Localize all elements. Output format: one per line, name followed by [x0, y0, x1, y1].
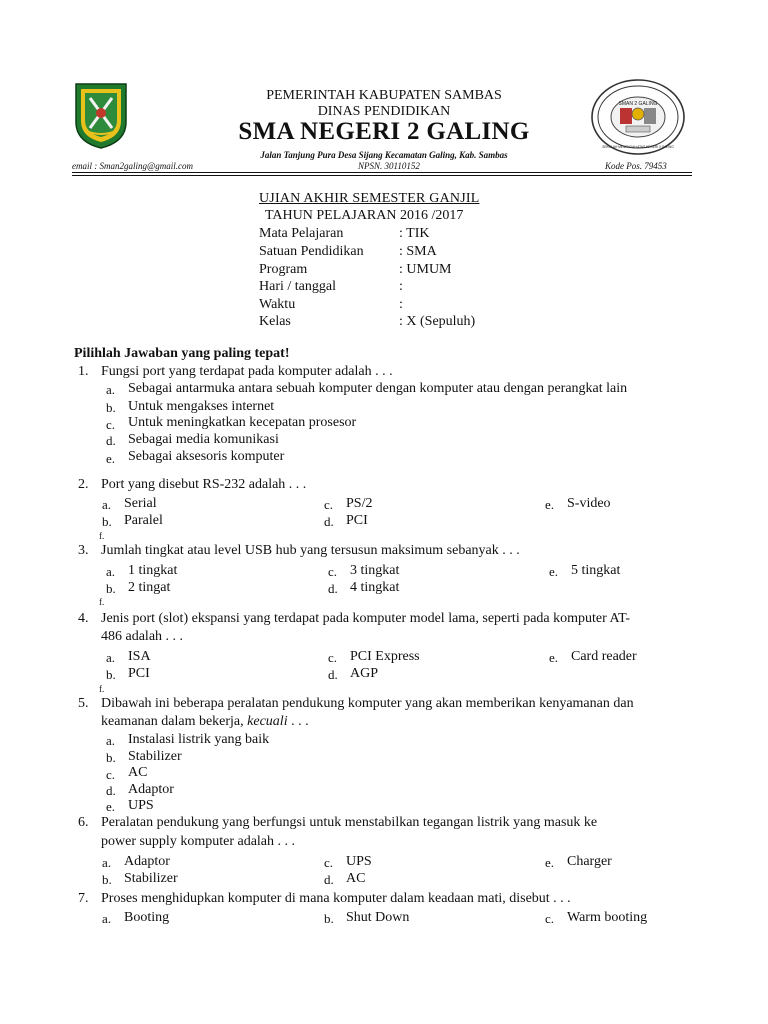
- option-text: UPS: [346, 854, 372, 869]
- option-text: UPS: [128, 798, 154, 813]
- school-email: email : Sman2galing@gmail.com: [72, 161, 194, 171]
- option-letter-empty: f.: [99, 684, 105, 694]
- option-letter: c.: [328, 650, 338, 665]
- question-text-continued: [101, 714, 309, 730]
- option-text: 1 tingkat: [128, 563, 178, 578]
- option-letter: a.: [106, 564, 116, 579]
- kop-department: DINAS PENDIDIKAN: [317, 104, 451, 119]
- option-text: Sebagai aksesoris komputer: [128, 449, 285, 464]
- option-text: Paralel: [124, 513, 163, 528]
- option-text: Serial: [124, 496, 157, 511]
- question-number: 6.: [78, 815, 89, 830]
- option-text: Booting: [124, 910, 170, 925]
- option-text: Instalasi listrik yang baik: [128, 732, 270, 747]
- option-letter: e.: [106, 799, 116, 814]
- school-npsn: NPSN. 30110152: [358, 161, 420, 171]
- option-text: Untuk meningkatkan kecepatan prosesor: [128, 415, 357, 430]
- option-letter: a.: [102, 855, 112, 870]
- option-letter: e.: [549, 650, 559, 665]
- option-letter: d.: [106, 433, 116, 448]
- option-text: Card reader: [571, 649, 637, 664]
- info-label: Hari / tanggal: [259, 279, 336, 294]
- option-letter: a.: [102, 497, 112, 512]
- question-number: 7.: [78, 891, 89, 906]
- option-letter: b.: [106, 750, 116, 765]
- info-value: :: [399, 279, 403, 294]
- exam-year: TAHUN PELAJARAN 2016 /2017: [265, 208, 464, 223]
- option-letter: a.: [106, 650, 116, 665]
- question-number: 2.: [78, 477, 89, 492]
- option-letter: a.: [106, 733, 116, 748]
- option-text: PCI Express: [350, 649, 420, 664]
- option-letter: e.: [549, 564, 559, 579]
- option-letter: d.: [328, 581, 338, 596]
- option-letter: c.: [328, 564, 338, 579]
- option-letter: c.: [545, 911, 555, 926]
- info-value: : SMA: [399, 244, 437, 259]
- option-letter: b.: [106, 581, 116, 596]
- option-letter: d.: [328, 667, 338, 682]
- option-letter: b.: [102, 872, 112, 887]
- option-text: Shut Down: [346, 910, 410, 925]
- option-text: 5 tingkat: [571, 563, 621, 578]
- exam-title: UJIAN AKHIR SEMESTER GANJIL: [259, 191, 480, 206]
- header-rule: [72, 172, 692, 173]
- option-text: PCI: [128, 666, 150, 681]
- question-number: 1.: [78, 364, 89, 379]
- option-letter: d.: [324, 514, 334, 529]
- option-letter: b.: [324, 911, 334, 926]
- option-letter: e.: [545, 855, 555, 870]
- option-letter: e.: [545, 497, 555, 512]
- option-text: Sebagai antarmuka antara sebuah komputer dengan komputer atau dengan perangkat lain: [128, 381, 628, 396]
- question-text: Proses menghidupkan komputer di mana komputer dalam keadaan mati, disebut . . .: [101, 891, 571, 906]
- question-text: Jenis port (slot) ekspansi yang terdapat pada komputer model lama, seperti pada komputer AT-: [101, 611, 631, 626]
- option-letter: a.: [102, 911, 112, 926]
- option-letter: b.: [106, 400, 116, 415]
- option-text: Stabilizer: [124, 871, 178, 886]
- option-letter: b.: [106, 667, 116, 682]
- question-text: Port yang disebut RS-232 adalah . . .: [101, 477, 307, 492]
- option-letter: e.: [106, 451, 116, 466]
- option-letter: c.: [106, 417, 116, 432]
- info-label: Mata Pelajaran: [259, 226, 344, 241]
- info-value: : UMUM: [399, 262, 452, 277]
- instruction-text: Pilihlah Jawaban yang paling tepat!: [74, 346, 290, 361]
- option-text: PS/2: [346, 496, 373, 511]
- option-text: Charger: [567, 854, 612, 869]
- option-text: Adaptor: [124, 854, 170, 869]
- option-text: 4 tingkat: [350, 580, 400, 595]
- info-value: :: [399, 297, 403, 312]
- question-text-continued: power supply komputer adalah . . .: [101, 834, 296, 849]
- option-letter: d.: [106, 783, 116, 798]
- info-label: Satuan Pendidikan: [259, 244, 364, 259]
- option-text: S-video: [567, 496, 611, 511]
- option-letter: c.: [106, 767, 116, 782]
- option-text: Warm booting: [567, 910, 648, 925]
- question-number: 3.: [78, 543, 89, 558]
- option-text: PCI: [346, 513, 368, 528]
- info-label: Program: [259, 262, 308, 277]
- option-letter: c.: [324, 855, 334, 870]
- option-text: 2 tingat: [128, 580, 171, 595]
- header-rule-thin: [72, 175, 692, 176]
- seal-text: SMAN 2 GALING: [618, 101, 658, 107]
- option-text: 3 tingkat: [350, 563, 400, 578]
- info-value: : TIK: [399, 226, 430, 241]
- option-letter: d.: [324, 872, 334, 887]
- option-letter-empty: f.: [99, 531, 105, 541]
- school-postcode: Kode Pos. 79453: [605, 161, 667, 171]
- question-text-tail: . . .: [287, 714, 309, 729]
- question-text: Fungsi port yang terdapat pada komputer adalah . . .: [101, 364, 393, 379]
- question-text-continued: 486 adalah . . .: [101, 629, 184, 644]
- info-label: Kelas: [259, 314, 291, 329]
- question-text-part: keamanan dalam bekerja,: [101, 714, 248, 729]
- option-text: Adaptor: [128, 782, 174, 797]
- info-value: : X (Sepuluh): [399, 314, 476, 329]
- school-address: Jalan Tanjung Pura Desa Sijang Kecamatan Galing, Kab. Sambas: [260, 150, 508, 160]
- option-text: AC: [128, 765, 148, 780]
- option-letter: c.: [324, 497, 334, 512]
- option-text: Sebagai media komunikasi: [128, 432, 279, 447]
- question-emphasis: kecuali: [247, 714, 288, 729]
- option-text: AC: [346, 871, 366, 886]
- option-letter: b.: [102, 514, 112, 529]
- question-text: Dibawah ini beberapa peralatan pendukung komputer yang akan memberikan kenyamanan dan: [101, 696, 634, 711]
- question-text: Jumlah tingkat atau level USB hub yang tersusun maksimum sebanyak . . .: [101, 543, 520, 558]
- option-text: Untuk mengakses internet: [128, 399, 275, 414]
- option-letter: a.: [106, 382, 116, 397]
- question-number: 4.: [78, 611, 89, 626]
- seal-small-text: SEKOLAH MENENGAH ATAS NEGERI 2 GALING: [602, 145, 674, 149]
- option-text: AGP: [350, 666, 379, 681]
- school-name: SMA NEGERI 2 GALING: [238, 118, 530, 145]
- option-text: ISA: [128, 649, 151, 664]
- info-label: Waktu: [259, 297, 296, 312]
- option-letter-empty: f.: [99, 597, 105, 607]
- option-text: Stabilizer: [128, 749, 182, 764]
- kop-government: PEMERINTAH KABUPATEN SAMBAS: [266, 88, 502, 103]
- question-number: 5.: [78, 696, 89, 711]
- question-text: Peralatan pendukung yang berfungsi untuk menstabilkan tegangan listrik yang masuk ke: [101, 815, 598, 830]
